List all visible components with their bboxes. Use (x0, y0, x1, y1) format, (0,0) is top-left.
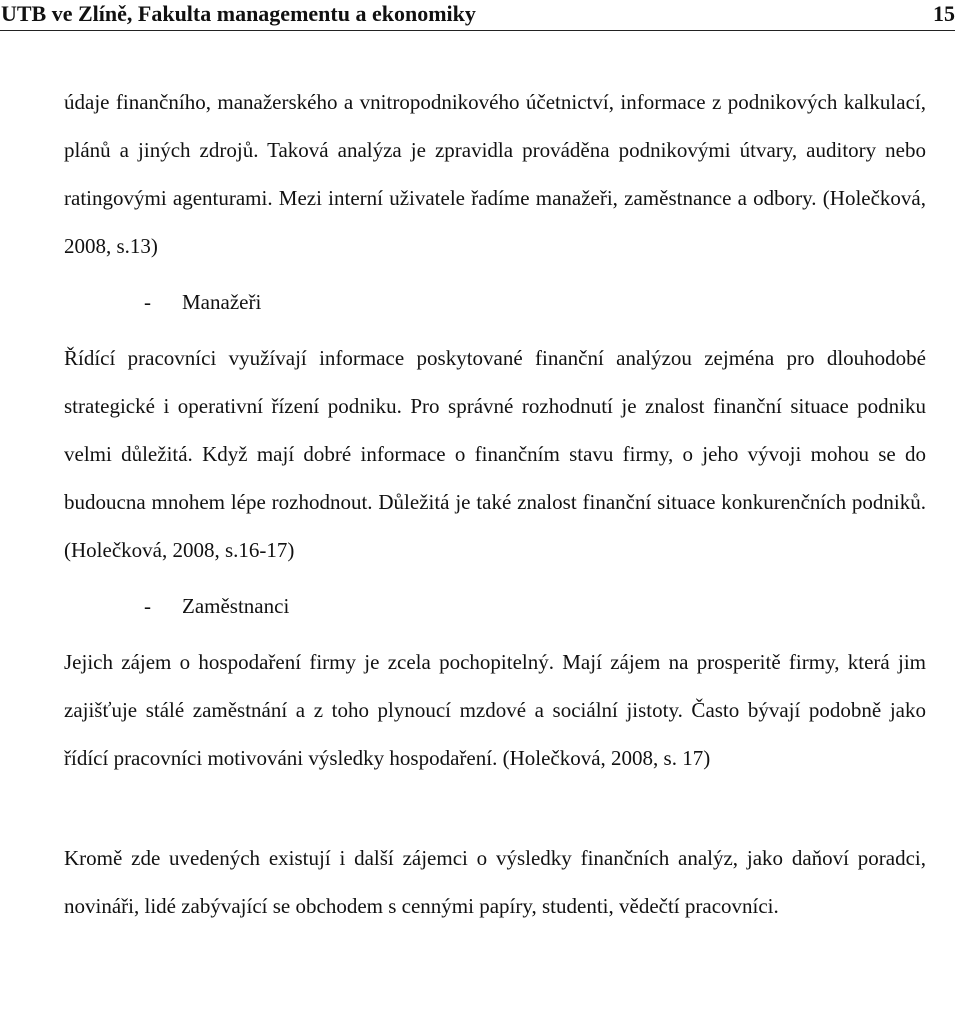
header-title: UTB ve Zlíně, Fakulta managementu a ekonomiky (1, 1, 476, 26)
document-body (64, 78, 926, 930)
paragraph-internal-users: údaje finančního, manažerského a vnitropodnikového účetnictví, informace z podnikových kalkulací, plánů a jiných zdrojů. Taková analýza je zpravidla prováděna podnikovými útvary, auditory nebo ratingovými agenturami. Mezi interní uživatele řadíme manažeři, zaměstnance a odbory. (Holečková, 2008, s.13) (64, 90, 926, 258)
paragraph-managers: Řídící pracovníci využívají informace poskytované finanční analýzou zejména pro dlouhodobé strategické i operativní řízení podniku. Pro správné rozhodnutí je znalost finanční situace podniku velmi důležitá. Když mají dobré informace o finančním stavu firmy, o jeho vývoji mohou se do budoucna mnohem lépe rozhodnout. Důležitá je také znalost finanční situace konkurenčních podniků. (Holečková, 2008, s.16-17) (64, 346, 926, 562)
bullet-label-managers: Manažeři (182, 290, 262, 314)
page-number: 15 (933, 1, 955, 26)
page-header (0, 0, 955, 31)
bullet-item-employees (64, 582, 926, 630)
bullet-dash: - (144, 290, 151, 314)
bullet-label-employees: Zaměstnanci (182, 594, 290, 618)
bullet-dash: - (144, 594, 151, 618)
paragraph-other-users: Kromě zde uvedených existují i další zájemci o výsledky finančních analýz, jako daňoví poradci, novináři, lidé zabývající se obchodem s cennými papíry, studenti, vědečtí pracovníci. (64, 846, 926, 918)
paragraph-employees: Jejich zájem o hospodaření firmy je zcela pochopitelný. Mají zájem na prosperitě firmy, která jim zajišťuje stálé zaměstnání a z toho plynoucí mzdové a sociální jistoty. Často bývají podobně jako řídící pracovníci motivováni výsledky hospodaření. (Holečková, 2008, s. 17) (64, 650, 926, 770)
bullet-item-managers (64, 278, 926, 326)
